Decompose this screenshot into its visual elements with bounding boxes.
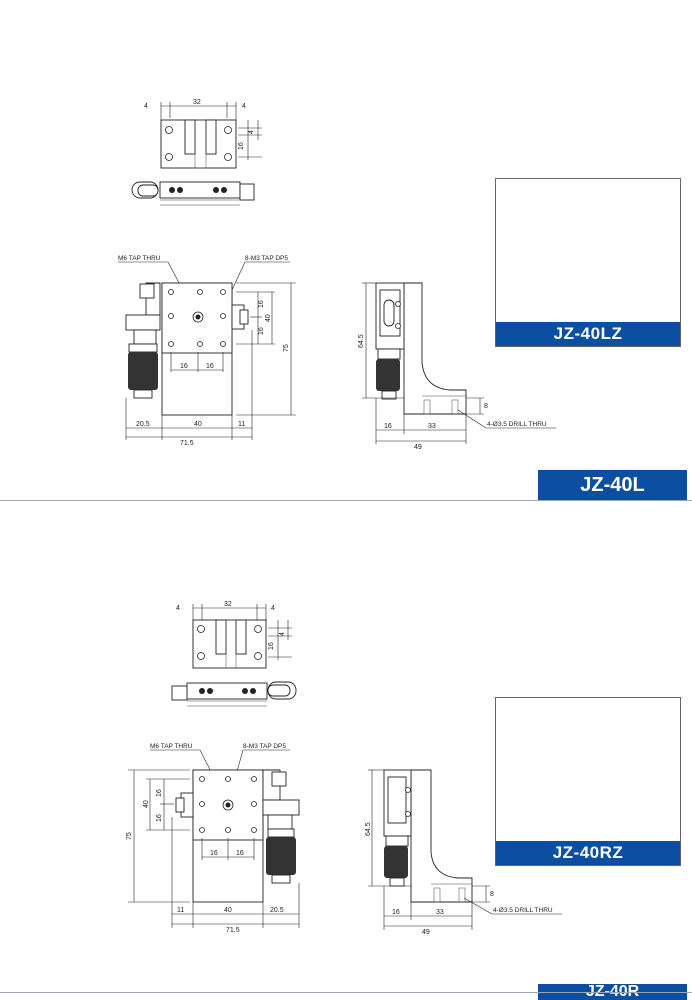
dim-front-L-2: 16 [258, 327, 265, 335]
dim-front-L-1: 40 [265, 314, 272, 322]
dim-front-L-7: 40 [194, 421, 202, 428]
section-divider-bottom [0, 992, 692, 993]
dim-front-R-5: 16 [236, 850, 244, 857]
photo-caption-R: JZ-40RZ [496, 841, 680, 865]
dim-front-L-5: 16 [206, 363, 214, 370]
dim-front-L-8: 11 [238, 421, 246, 428]
dim-side-L-0: 64.5 [358, 334, 365, 348]
dim-top-L-1: 32 [193, 99, 201, 106]
dim-side-L-3: 33 [428, 423, 436, 430]
dim-top-L-0: 4 [144, 103, 148, 110]
dim-side-R-3: 33 [436, 909, 444, 916]
dim-front-R-3: 16 [156, 814, 163, 822]
dim-side-R-1: 8 [490, 891, 494, 898]
dim-front-L-9: 71.5 [180, 440, 194, 447]
dim-top-L-4: 16 [238, 142, 245, 150]
dim-top-R-4: 16 [268, 642, 275, 650]
dim-front-L-0: 16 [258, 300, 265, 308]
note-drill-L: 4-Ø3.5 DRILL THRU [487, 421, 547, 428]
top-view-L [132, 99, 262, 205]
top-view-R [172, 601, 296, 706]
dim-top-L-2: 4 [242, 103, 246, 110]
dim-side-L-4: 49 [414, 444, 422, 451]
front-view-R [126, 743, 299, 934]
note-m3-R: 8-M3 TAP DP5 [243, 743, 286, 750]
photo-caption-L: JZ-40LZ [496, 322, 680, 346]
note-m3-L: 8-M3 TAP DP5 [245, 255, 288, 262]
dim-front-R-2: 16 [156, 789, 163, 797]
dim-front-L-6: 20.5 [136, 421, 150, 428]
section-divider-top [0, 500, 692, 501]
dim-side-R-2: 16 [392, 909, 400, 916]
dim-top-L-3: 4 [248, 130, 255, 134]
product-photo-frame-L [495, 178, 681, 347]
model-banner-R: JZ-40R [538, 984, 687, 1000]
dim-side-L-1: 8 [484, 403, 488, 410]
dim-side-L-2: 16 [384, 423, 392, 430]
dim-side-R-4: 49 [422, 929, 430, 936]
dim-front-R-4: 16 [210, 850, 218, 857]
product-photo-frame-R [495, 697, 681, 866]
dim-side-R-0: 64.5 [365, 822, 372, 836]
front-view-L [118, 255, 296, 447]
note-drill-R: 4-Ø3.5 DRILL THRU [493, 907, 553, 914]
dim-front-R-7: 40 [224, 907, 232, 914]
dim-front-L-3: 75 [283, 344, 290, 352]
note-m6-R: M6 TAP THRU [150, 743, 193, 750]
dim-front-R-9: 71.5 [226, 927, 240, 934]
dim-top-R-3: 4 [279, 632, 286, 636]
dim-top-R-0: 4 [176, 605, 180, 612]
dim-front-R-1: 75 [126, 832, 133, 840]
dim-front-R-8: 20.5 [270, 907, 284, 914]
dim-top-R-1: 32 [224, 601, 232, 608]
dim-top-R-2: 4 [271, 605, 275, 612]
dim-front-R-6: 11 [177, 907, 185, 914]
dim-front-R-0: 40 [143, 800, 150, 808]
note-m6-L: M6 TAP THRU [118, 255, 161, 262]
model-banner-L: JZ-40L [538, 470, 687, 501]
dim-front-L-4: 16 [180, 363, 188, 370]
